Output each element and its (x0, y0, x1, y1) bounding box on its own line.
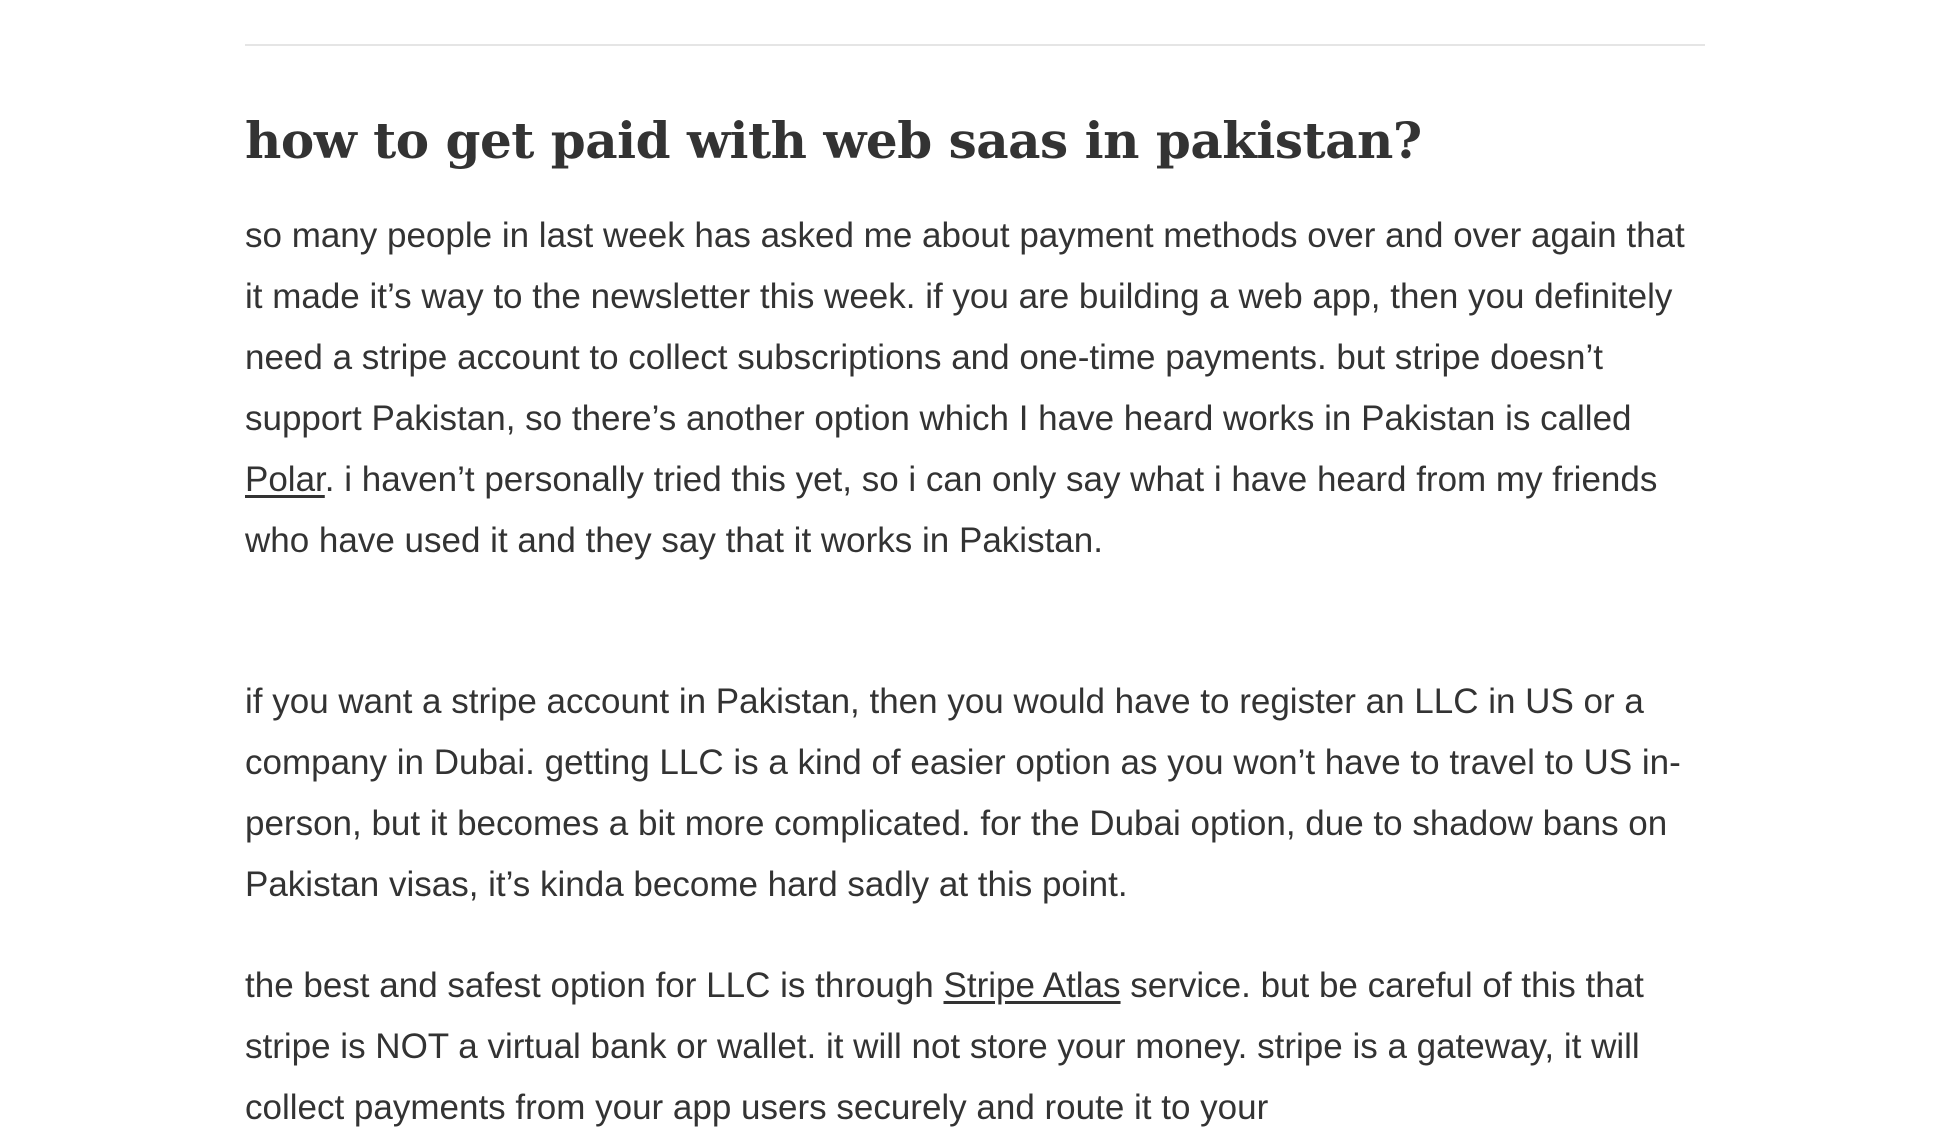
paragraph-3-text-before: the best and safest option for LLC is through (245, 966, 944, 1005)
paragraph-1 (245, 205, 1705, 571)
paragraph-3 (245, 955, 1705, 1138)
polar-link[interactable]: Polar (245, 460, 325, 499)
paragraph-1-text-after: . i haven’t personally tried this yet, so i can only say what i have heard from my friends who have used it and they say that it works in Pakistan. (245, 460, 1658, 560)
paragraph-2: if you want a stripe account in Pakistan, then you would have to register an LLC in US or a company in Dubai. getting LLC is a kind of easier option as you won’t have to travel to US in-person, but it becomes a bit more complicated. for the Dubai option, due to shadow bans on Pakistan visas, it’s kinda become hard sadly at this point. (245, 682, 1681, 904)
stripe-atlas-link[interactable]: Stripe Atlas (943, 966, 1121, 1005)
article-title: how to get paid with web saas in pakistan? (245, 111, 1422, 170)
paragraph-3-text-after: service. but be careful of this that stripe is NOT a virtual bank or wallet. it will not store your money. stripe is a gateway, it will collect payments from your app users securely and route it to your (245, 966, 1644, 1127)
top-divider (245, 44, 1705, 46)
paragraph-1-text-before: so many people in last week has asked me about payment methods over and over again that it made it’s way to the newsletter this week. if you are building a web app, then you definitely need a stripe account to collect subscriptions and one-time payments. but stripe doesn’t support Pakistan, so there’s another option which I have heard works in Pakistan is called (245, 216, 1685, 438)
